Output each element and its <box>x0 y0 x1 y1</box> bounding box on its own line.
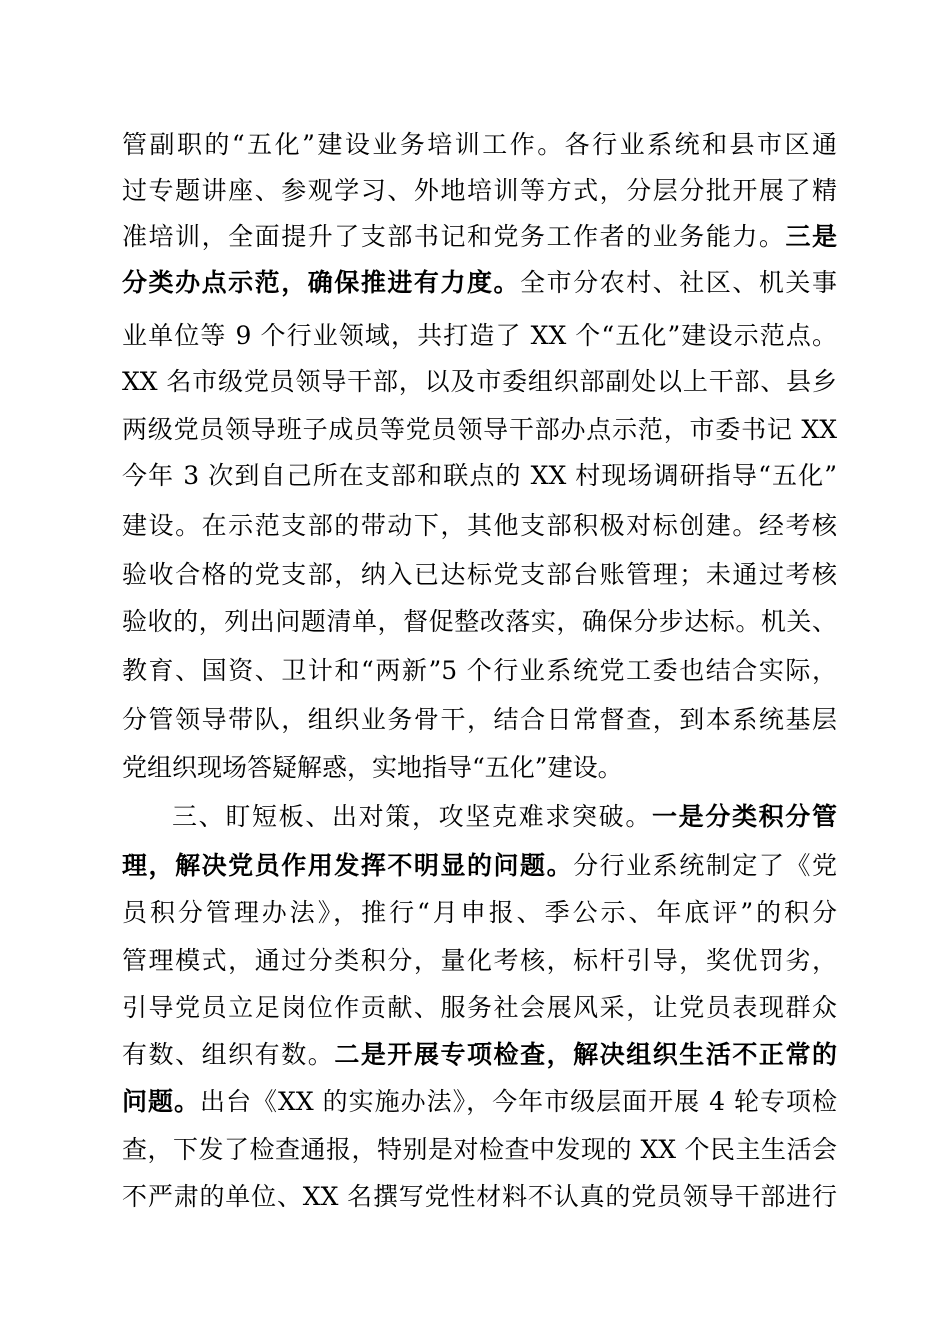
text-line <box>122 313 837 359</box>
bold-text-run: 二是开展专项检查，解决组织生活不正常的 <box>334 1040 837 1069</box>
text-line <box>122 1127 837 1173</box>
text-run: 党组织现场答疑解惑，实地指导“五化”建设。 <box>122 753 623 782</box>
text-line <box>122 214 837 260</box>
text-run: 业单位等 9 个行业领域，共打造了 XX 个“五化”建设示范点。 <box>122 321 837 350</box>
text-line <box>122 697 837 743</box>
text-line <box>122 1079 837 1125</box>
text-run: 管理模式，通过分类积分，量化考核，标杆引导，奖优罚劣， <box>122 946 837 975</box>
text-line <box>122 453 837 499</box>
text-line <box>122 938 837 984</box>
text-run: 出台《XX 的实施办法》，今年市级层面开展 4 轮专项检 <box>200 1087 837 1116</box>
text-line <box>122 552 837 598</box>
text-line <box>122 359 837 405</box>
text-run: 有数、组织有数。 <box>122 1040 335 1069</box>
text-run: 今年 3 次到自己所在支部和联点的 XX 村现场调研指导“五化” <box>122 461 837 490</box>
bold-text-run: 一是分类积分管 <box>651 802 837 831</box>
text-line <box>122 122 837 168</box>
text-line <box>122 599 837 645</box>
bold-text-run: 分类办点示范，确保推进有力度。 <box>122 268 521 297</box>
text-run: 不严肃的单位、XX 名撰写党性材料不认真的党员领导干部进行 <box>122 1182 837 1211</box>
text-line <box>122 985 837 1031</box>
text-line <box>122 260 837 306</box>
text-line <box>122 168 837 214</box>
text-run: 过专题讲座、参观学习、外地培训等方式，分层分批开展了精 <box>122 176 837 205</box>
bold-text-run: 问题。 <box>122 1087 201 1116</box>
text-line <box>122 745 837 791</box>
text-run: 查，下发了检查通报，特别是对检查中发现的 XX 个民主生活会 <box>122 1135 837 1164</box>
text-run: 两级党员领导班子成员等党员领导干部办点示范，市委书记 XX <box>122 415 837 444</box>
text-run: 教育、国资、卫计和“两新”5 个行业系统党工委也结合实际， <box>122 656 837 685</box>
text-run: 验收合格的党支部，纳入已达标党支部台账管理；未通过考核 <box>122 560 837 589</box>
text-line <box>122 503 837 549</box>
text-line <box>122 1174 837 1220</box>
section-heading-line <box>172 794 837 840</box>
text-run: 准培训，全面提升了支部书记和党务工作者的业务能力。 <box>122 222 786 251</box>
text-run: 分管领导带队，组织业务骨干，结合日常督查，到本系统基层 <box>122 705 837 734</box>
text-run: 引导党员立足岗位作贡献、服务社会展风采，让党员表现群众 <box>122 993 837 1022</box>
text-line <box>122 407 837 453</box>
text-line <box>122 648 837 694</box>
bold-text-run: 理，解决党员作用发挥不明显的问题。 <box>122 851 574 880</box>
text-line <box>122 890 837 936</box>
section-heading: 三、盯短板、出对策，攻坚克难求突破。 <box>172 802 652 831</box>
text-line <box>122 843 837 889</box>
text-run: 建设。在示范支部的带动下，其他支部积极对标创建。经考核 <box>122 511 837 540</box>
text-run: 管副职的“五化”建设业务培训工作。各行业系统和县市区通 <box>122 130 837 159</box>
text-run: 分行业系统制定了《党 <box>573 851 837 880</box>
text-run: 全市分农村、社区、机关事 <box>520 268 837 297</box>
text-run: 验收的，列出问题清单，督促整改落实，确保分步达标。机关、 <box>122 607 837 636</box>
text-run: 员积分管理办法》，推行“月申报、季公示、年底评”的积分 <box>122 898 837 927</box>
bold-text-run: 三是 <box>785 222 837 251</box>
text-line <box>122 1032 837 1078</box>
text-run: XX 名市级党员领导干部，以及市委组织部副处以上干部、县乡 <box>122 367 837 396</box>
